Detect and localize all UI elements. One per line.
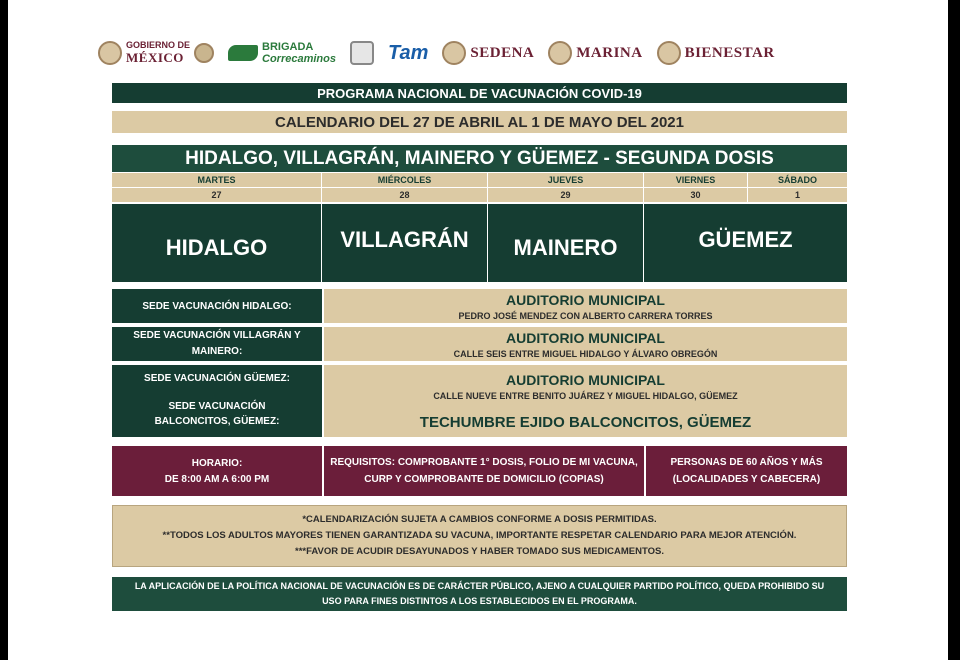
- day-name-1: MIÉRCOLES: [322, 173, 488, 187]
- sede-place-0: AUDITORIO MUNICIPAL: [506, 291, 665, 308]
- day-date-2: 29: [488, 188, 644, 202]
- sede-label-2: SEDE VACUNACIÓN GÜEMEZ:: [144, 372, 290, 384]
- poster-page: [8, 0, 948, 660]
- personas-cell: PERSONAS DE 60 AÑOS Y MÁS (LOCALIDADES Y CABECERA): [646, 446, 847, 496]
- sede-place-3: TECHUMBRE EJIDO BALCONCITOS, GÜEMEZ: [419, 413, 752, 431]
- marina-text: MARINA: [576, 44, 643, 61]
- marina-seal-icon: [548, 41, 572, 65]
- sede-label-0: SEDE VACUNACIÓN HIDALGO:: [112, 289, 322, 323]
- bienestar-seal-icon: [657, 41, 681, 65]
- logos-row: [98, 33, 878, 73]
- sede-address-0: PEDRO JOSÉ MENDEZ CON ALBERTO CARRERA TORRES: [458, 310, 713, 321]
- town-guemez: GÜEMEZ: [644, 204, 847, 282]
- day-name-0: MARTES: [112, 173, 322, 187]
- sede-place-1: AUDITORIO MUNICIPAL: [506, 329, 665, 346]
- day-name-3: VIERNES: [644, 173, 748, 187]
- sede-place-2: AUDITORIO MUNICIPAL: [506, 371, 665, 388]
- day-name-2: JUEVES: [488, 173, 644, 187]
- day-name-4: SÁBADO: [748, 173, 847, 187]
- bienestar-text: BIENESTAR: [684, 44, 775, 61]
- mexico-seal-icon: [98, 41, 122, 65]
- day-date-3: 30: [644, 188, 748, 202]
- disclaimer-bar: LA APLICACIÓN DE LA POLÍTICA NACIONAL DE VACUNACIÓN ES DE CARÁCTER PÚBLICO, AJENO A CUALQUIER PARTIDO POLÍTICO, QUEDA PROHIBIDO SU USO PARA FINES DISTINTOS A LOS ESTABLECIDOS EN EL PROGRAMA.: [112, 577, 847, 611]
- tam-logo: [388, 42, 428, 65]
- tam-text: Tam: [388, 41, 429, 64]
- marina-logo: [548, 41, 642, 65]
- gobierno-logo: [98, 40, 214, 66]
- horario-value: DE 8:00 AM A 6:00 PM: [164, 473, 270, 485]
- town-mainero: MAINERO: [488, 204, 643, 282]
- state-shield-icon: [350, 41, 374, 65]
- sede-value-0: [324, 289, 847, 323]
- sedena-logo: [442, 41, 534, 65]
- horario-label: HORARIO:: [191, 457, 243, 469]
- note-0: *CALENDARIZACIÓN SUJETA A CAMBIOS CONFORME A DOSIS PERMITIDAS.: [302, 514, 657, 525]
- sedena-text: SEDENA: [470, 44, 535, 61]
- bienestar-logo: [657, 41, 775, 65]
- sede-address-2: CALLE NUEVE ENTRE BENITO JUÁREZ Y MIGUEL HIDALGO, GÜEMEZ: [433, 390, 738, 401]
- sede-value-group: [324, 365, 847, 437]
- brigada-line1: BRIGADA: [262, 41, 314, 53]
- gobierno-line2: MÉXICO: [126, 50, 184, 65]
- brigada-logo: [228, 41, 336, 65]
- town-hidalgo: HIDALGO: [112, 204, 321, 282]
- program-title: PROGRAMA NACIONAL DE VACUNACIÓN COVID-19: [112, 83, 847, 103]
- bird-icon: [228, 45, 258, 61]
- note-2: ***FAVOR DE ACUDIR DESAYUNADOS Y HABER TOMADO SUS MEDICAMENTOS.: [295, 546, 664, 557]
- sede-address-1: CALLE SEIS ENTRE MIGUEL HIDALGO Y ÁLVARO OBREGÓN: [453, 348, 718, 359]
- gobierno-line1: GOBIERNO DE: [126, 40, 191, 50]
- brigada-line2: Correcaminos: [262, 53, 336, 65]
- requisitos-cell: REQUISITOS: COMPROBANTE 1° DOSIS, FOLIO DE MI VACUNA, CURP Y COMPROBANTE DE DOMICILIO (COPIAS): [324, 446, 644, 496]
- town-villagran: VILLAGRÁN: [322, 204, 487, 282]
- day-date-1: 28: [322, 188, 488, 202]
- note-1: **TODOS LOS ADULTOS MAYORES TIENEN GARANTIZADA SU VACUNA, IMPORTANTE RESPETAR CALENDARIO PARA MEJOR ATENCIÓN.: [162, 530, 797, 541]
- region-title: HIDALGO, VILLAGRÁN, MAINERO Y GÜEMEZ - SEGUNDA DOSIS: [112, 145, 847, 172]
- sede-label-group: [112, 365, 322, 437]
- sede-value-1: [324, 327, 847, 361]
- calendar-title: CALENDARIO DEL 27 DE ABRIL AL 1 DE MAYO DEL 2021: [112, 111, 847, 133]
- day-date-4: 1: [748, 188, 847, 202]
- anniversary-seal-icon: [194, 43, 214, 63]
- sede-label-3: SEDE VACUNACIÓN BALCONCITOS, GÜEMEZ:: [154, 401, 280, 428]
- horario-cell: [112, 446, 322, 496]
- day-date-0: 27: [112, 188, 322, 202]
- notes-box: [112, 505, 847, 567]
- sedena-seal-icon: [442, 41, 466, 65]
- sede-label-1: SEDE VACUNACIÓN VILLAGRÁN Y MAINERO:: [112, 327, 322, 361]
